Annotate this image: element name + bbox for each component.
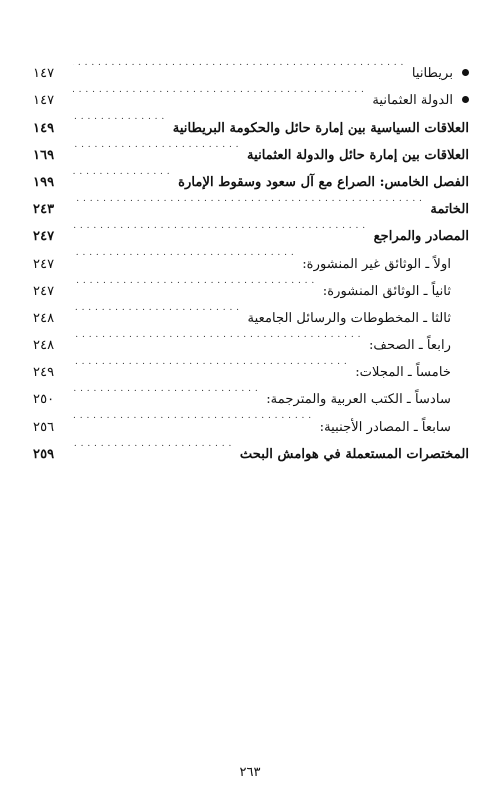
toc-entry-page: ١٤٧ <box>33 66 55 82</box>
dot-leader <box>73 268 315 295</box>
toc-entry-title: العلاقات بين إمارة حائل والدولة العثمانية <box>247 147 469 163</box>
dot-leader <box>73 186 422 213</box>
toc-entry-page: ٢٥٩ <box>33 446 55 462</box>
dot-leader <box>73 376 258 403</box>
dot-leader <box>73 322 361 349</box>
toc-entry-page: ٢٤٩ <box>33 365 55 381</box>
toc-entry <box>33 186 469 218</box>
toc-entry-page: ٢٤٨ <box>33 338 55 354</box>
toc-entry-page: ١٦٩ <box>33 147 55 163</box>
toc-entry-label <box>302 251 469 278</box>
toc-entry-label <box>247 142 469 169</box>
bullet-icon <box>462 69 469 76</box>
dot-leader <box>73 240 294 267</box>
toc-entry-label <box>355 359 469 386</box>
toc-entry <box>33 50 469 82</box>
toc-entry-title: خامساً ـ المجلات: <box>355 365 451 381</box>
toc-entry-label <box>412 60 469 87</box>
dot-leader <box>73 104 165 131</box>
toc-entry-page: ١٤٩ <box>33 120 55 136</box>
toc-entry-page: ٢٥٦ <box>33 419 55 435</box>
toc-entry-label <box>323 278 469 305</box>
toc-entry-title: سابعاً ـ المصادر الأجنبية: <box>319 419 451 435</box>
toc-entry-page: ٢٤٧ <box>33 283 55 299</box>
toc-entry-label <box>374 223 469 250</box>
dot-leader <box>73 431 232 458</box>
toc-entry-label <box>320 414 469 441</box>
toc-entry-label <box>430 196 469 223</box>
dot-leader <box>73 50 404 77</box>
toc-entry-page: ٢٤٨ <box>33 310 55 326</box>
toc-entry <box>33 213 469 245</box>
toc-entry-title: بريطانيا <box>411 66 453 82</box>
dot-leader <box>73 159 170 186</box>
toc-entry-title: الفصل الخامس: الصراع مع آل سعود وسقوط الإمارة <box>178 174 469 190</box>
dot-leader <box>73 295 240 322</box>
toc-entry-title: اولاً ـ الوثائق غير المنشورة: <box>302 256 451 272</box>
toc-entry-page: ٢٤٧ <box>33 229 55 245</box>
bullet-icon <box>462 96 469 103</box>
toc-entry-title: المختصرات المستعملة في هوامش البحث <box>239 446 469 462</box>
table-of-contents <box>33 50 469 462</box>
toc-entry-title: المصادر والمراجع <box>373 229 469 245</box>
toc-entry-title: سادساً ـ الكتب العربية والمترجمة: <box>266 392 451 408</box>
toc-entry-title: ثالثا ـ المخطوطات والرسائل الجامعية <box>247 310 451 326</box>
toc-entry-page: ١٤٧ <box>33 93 55 109</box>
toc-entry-title: الدولة العثمانية <box>372 93 453 109</box>
toc-entry-page: ٢٤٧ <box>33 256 55 272</box>
page-number: ٢٦٣ <box>239 765 261 780</box>
toc-entry-title: العلاقات السياسية بين إمارة حائل والحكومة البريطانية <box>172 120 469 136</box>
dot-leader <box>73 213 366 240</box>
toc-entry <box>33 77 469 109</box>
toc-entry-title: رابعاً ـ الصحف: <box>368 338 451 354</box>
dot-leader <box>73 403 312 430</box>
toc-entry-label <box>369 332 469 359</box>
dot-leader <box>73 132 239 159</box>
toc-entry-page: ١٩٩ <box>33 174 55 190</box>
toc-entry-title: ثانياً ـ الوثائق المنشورة: <box>322 283 451 299</box>
toc-entry-page: ٢٥٠ <box>33 392 55 408</box>
dot-leader <box>73 349 347 376</box>
dot-leader <box>73 77 364 104</box>
toc-entry-label <box>372 87 469 114</box>
toc-entry-page: ٢٤٣ <box>33 202 55 218</box>
toc-entry-title: الخاتمة <box>430 202 469 218</box>
toc-entry-label <box>240 441 469 468</box>
